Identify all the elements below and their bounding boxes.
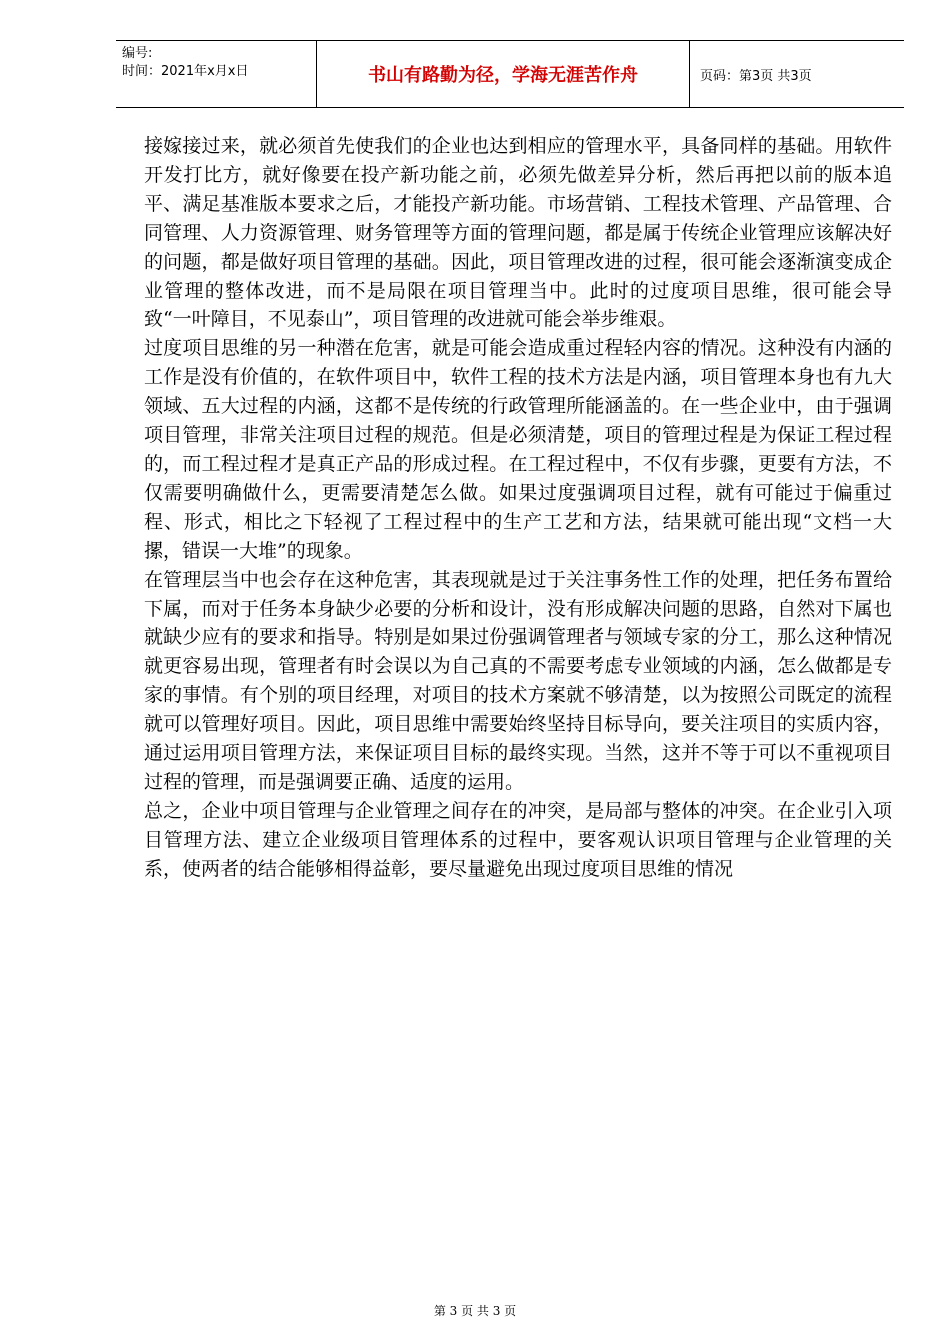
header-page-info: 页码：第3页 共3页 bbox=[700, 68, 812, 84]
document-time-label: 时间：2021年x月x日 bbox=[122, 64, 249, 79]
document-body bbox=[144, 132, 892, 884]
body-paragraph: 在管理层当中也会存在这种危害，其表现就是过于关注事务性工作的处理，把任务布置给下属，而对于任务本身缺少必要的分析和设计，没有形成解决问题的思路，自然对下属也就缺少应有的要求和指导。特别是如果过份强调管理者与领域专家的分工，那么这种情况就更容易出现，管理者有时会误以为自己真的不需要考虑专业领域的内涵，怎么做都是专家的事情。有个别的项目经理，对项目的技术方案就不够清楚，以为按照公司既定的流程就可以管理好项目。因此，项目思维中需要始终坚持目标导向，要关注项目的实质内容，通过运用项目管理方法，来保证项目目标的最终实现。当然，这并不等于可以不重视项目过程的管理，而是强调要正确、适度的运用。 bbox=[144, 568, 892, 793]
body-paragraph: 总之，企业中项目管理与企业管理之间存在的冲突，是局部与整体的冲突。在企业引入项目管理方法、建立企业级项目管理体系的过程中，要客观认识项目管理与企业管理的关系，使两者的结合能够相得益彰，要尽量避免出现过度项目思维的情况 bbox=[144, 799, 892, 880]
header-meta-cell bbox=[116, 41, 317, 107]
header-motto-cell bbox=[317, 41, 690, 107]
header-motto: 书山有路勤为径，学海无涯苦作舟 bbox=[368, 65, 638, 86]
document-number-label: 编号: bbox=[122, 46, 153, 61]
footer-page-number: 第 3 页 共 3 页 bbox=[433, 1304, 517, 1318]
page-header bbox=[116, 40, 904, 108]
page-footer bbox=[0, 1302, 950, 1319]
header-page-cell bbox=[690, 41, 904, 107]
body-paragraph: 接嫁接过来，就必须首先使我们的企业也达到相应的管理水平，具备同样的基础。用软件开发打比方，就好像要在投产新功能之前，必须先做差异分析，然后再把以前的版本追平、满足基准版本要求之后，才能投产新功能。市场营销、工程技术管理、产品管理、合同管理、人力资源管理、财务管理等方面的管理问题，都是属于传统企业管理应该解决好的问题，都是做好项目管理的基础。因此，项目管理改进的过程，很可能会逐渐演变成企业管理的整体改进，而不是局限在项目管理当中。此时的过度项目思维，很可能会导致“一叶障目，不见泰山”，项目管理的改进就可能会举步维艰。 bbox=[144, 135, 892, 331]
body-paragraph: 过度项目思维的另一种潜在危害，就是可能会造成重过程轻内容的情况。这种没有内涵的工作是没有价值的，在软件项目中，软件工程的技术方法是内涵，项目管理本身也有九大领域、五大过程的内涵，这都不是传统的行政管理所能涵盖的。在一些企业中，由于强调项目管理，非常关注项目过程的规范。但是必须清楚，项目的管理过程是为保证工程过程的，而工程过程才是真正产品的形成过程。在工程过程中，不仅有步骤，更要有方法，不仅需要明确做什么，更需要清楚怎么做。如果过度强调项目过程，就有可能过于偏重过程、形式，相比之下轻视了工程过程中的生产工艺和方法，结果就可能出现“文档一大摞，错误一大堆”的现象。 bbox=[144, 337, 892, 562]
